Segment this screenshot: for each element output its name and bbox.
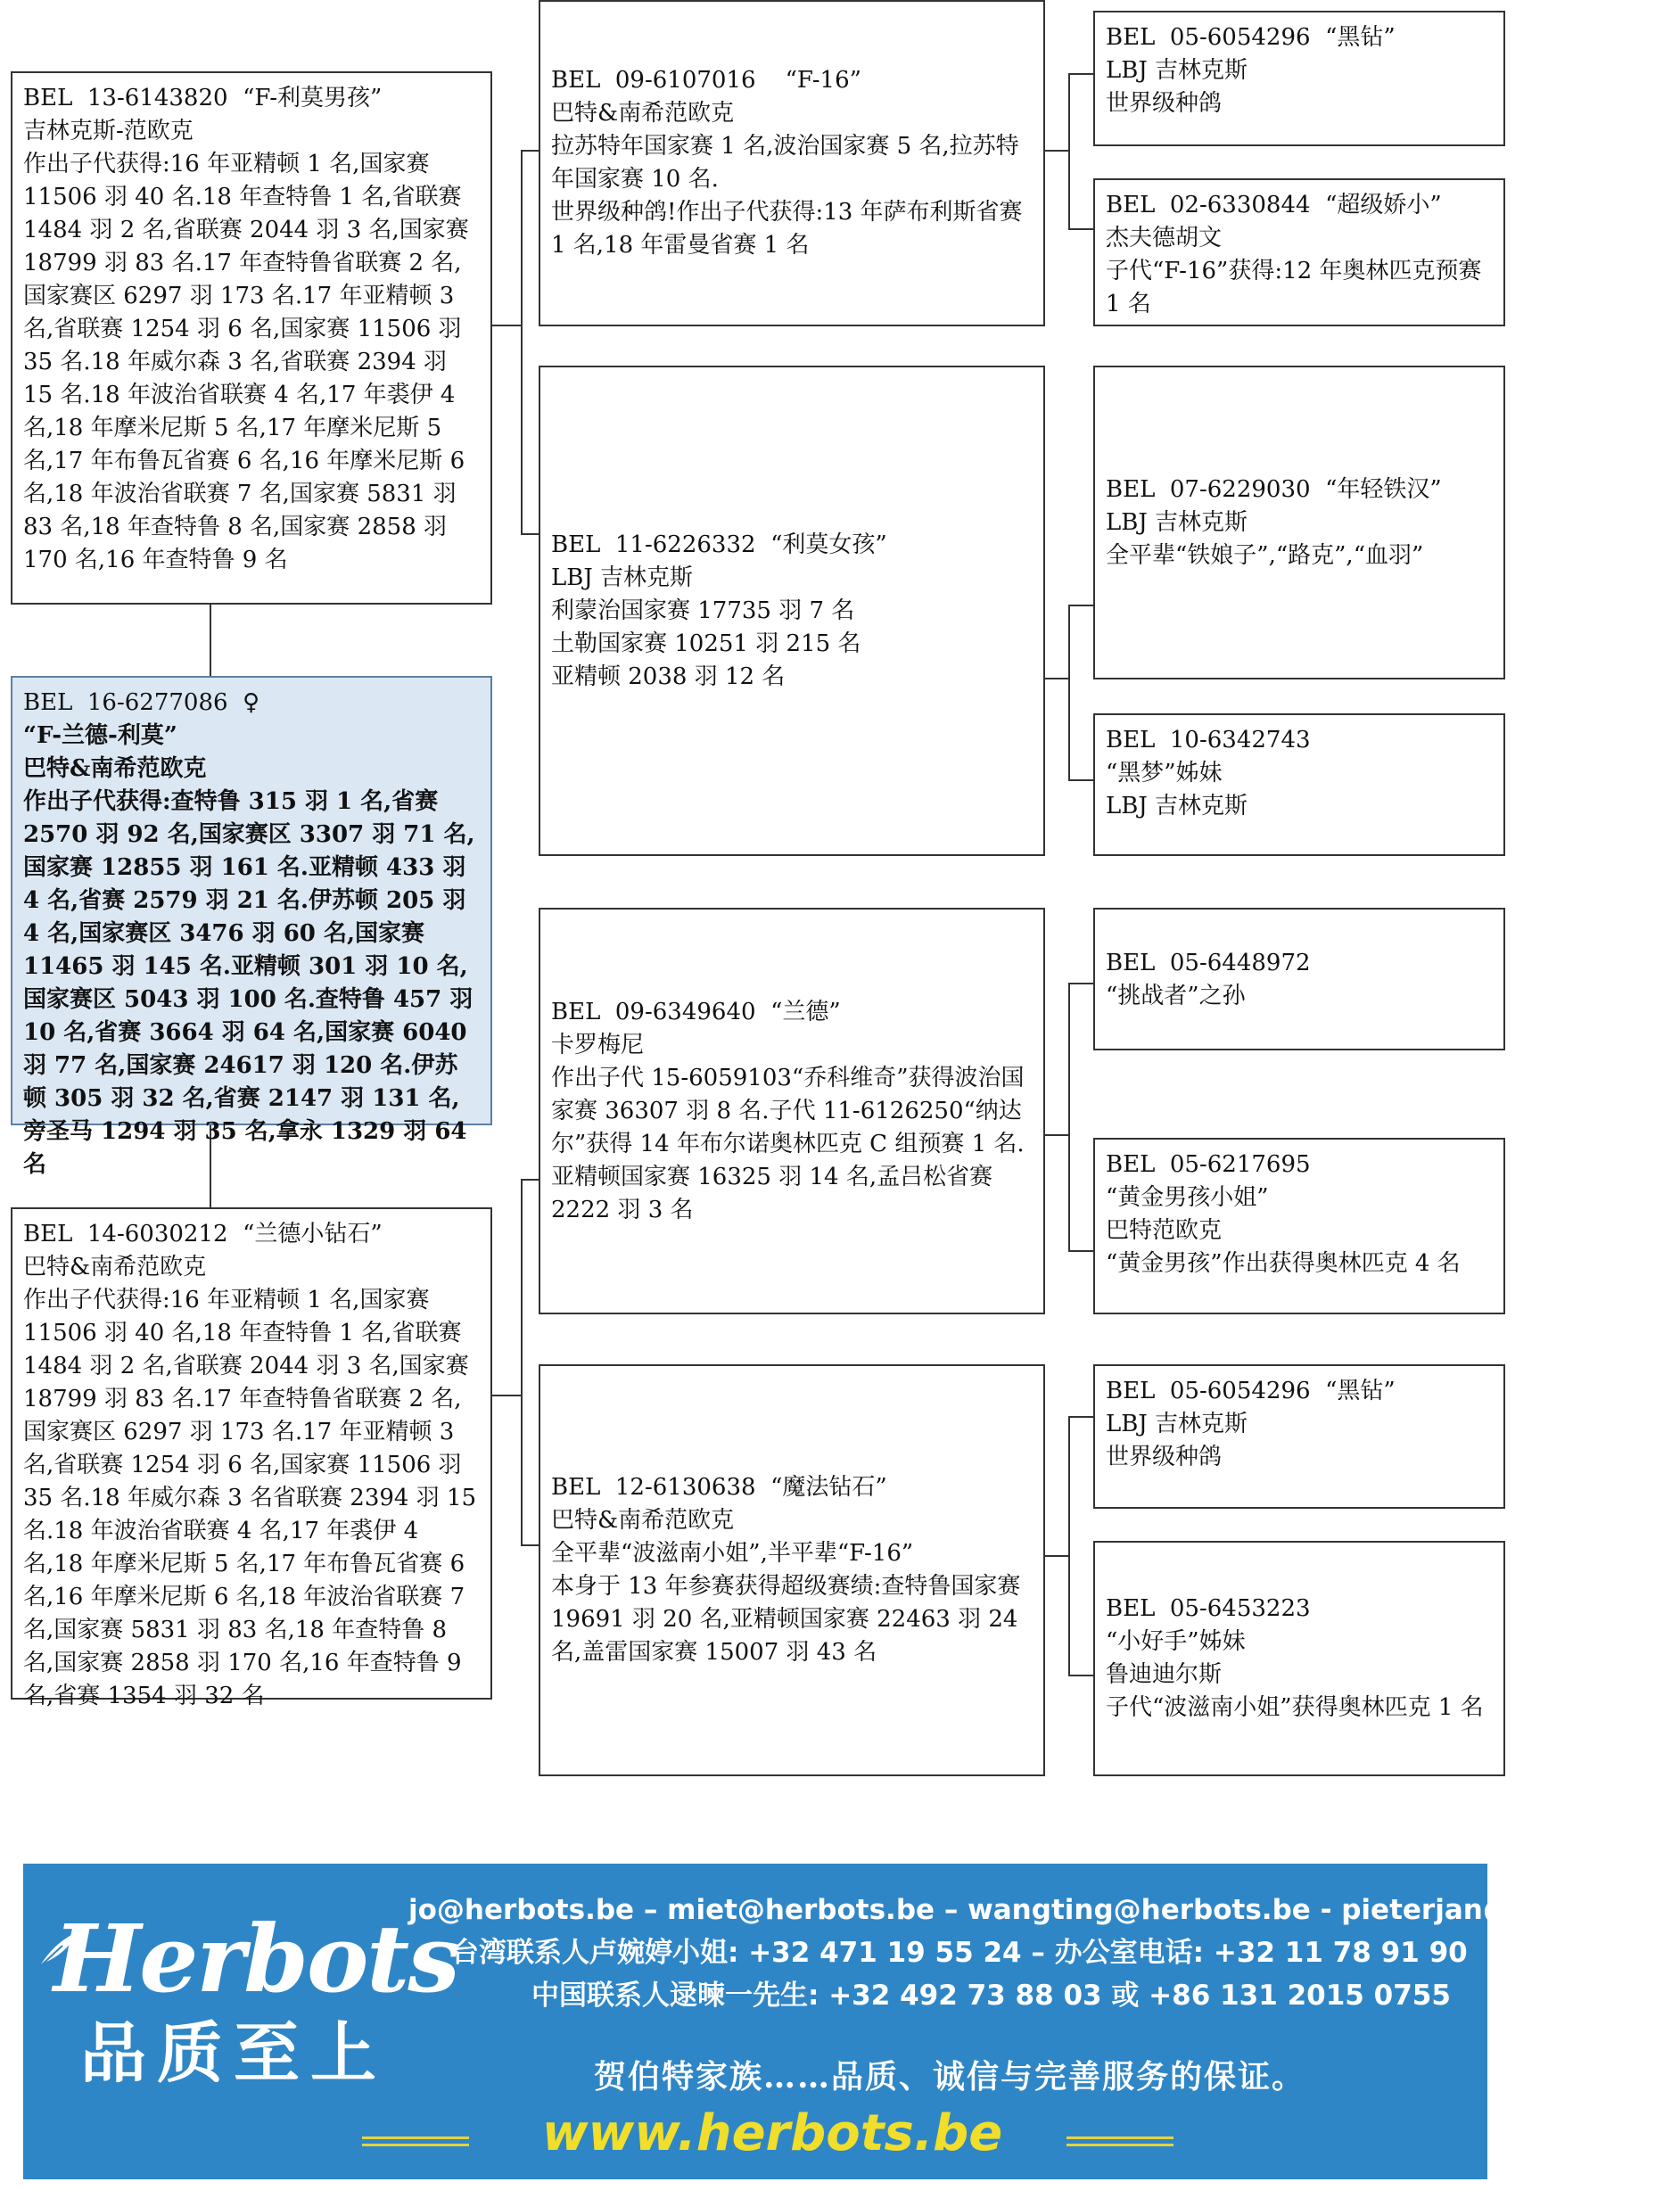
great-grandparent-ring: BEL 05-6054296 “黑钻” xyxy=(1106,24,1396,51)
grandparent-info: 本身于 13 年参赛获得超级赛绩:查特鲁国家赛 19691 羽 20 名,亚精顿国家赛 22463 羽 24 名,盖雷国家赛 15007 羽 43 名 xyxy=(551,1573,1028,1666)
great-grandparent-detail: “黄金男孩小姐” xyxy=(1106,1184,1269,1211)
grandparent-card xyxy=(539,366,1045,856)
grandparent-card xyxy=(539,0,1045,326)
great-grandparent-detail: LBJ 吉林克斯 xyxy=(1106,57,1248,84)
great-grandparent-detail: “小好手”姊妹 xyxy=(1106,1628,1246,1655)
connector xyxy=(521,1179,539,1181)
grandparent-result: 土勒国家赛 10251 羽 215 名 xyxy=(551,630,861,657)
great-grandparent-detail: LBJ 吉林克斯 xyxy=(1106,1411,1248,1437)
connector xyxy=(1068,605,1093,606)
sire-ring: BEL 13-6143820 “F-利莫男孩” xyxy=(23,85,383,111)
grandparent-result: 利蒙治国家赛 17735 羽 7 名 xyxy=(551,597,855,624)
brand-logo: Herbots xyxy=(54,1904,458,2013)
connector xyxy=(1045,1134,1068,1136)
connector xyxy=(1068,73,1070,228)
connector xyxy=(521,1179,523,1544)
great-grandparent-card xyxy=(1093,1364,1505,1509)
grandparent-breeder: 卡罗梅尼 xyxy=(551,1031,645,1058)
subject-ring: BEL 16-6277086 ♀ xyxy=(23,689,260,716)
grandparent-result: 亚精顿 2038 羽 12 名 xyxy=(551,663,786,690)
sire-card xyxy=(11,71,492,605)
great-grandparent-card xyxy=(1093,11,1505,146)
connector xyxy=(521,150,523,533)
great-grandparent-detail: LBJ 吉林克斯 xyxy=(1106,508,1248,536)
great-grandparent-card xyxy=(1093,178,1505,326)
brand-slogan: 贺伯特家族……品质、诚信与完善服务的保证。 xyxy=(594,2058,1306,2095)
great-grandparent-detail: “挑战者”之孙 xyxy=(1106,983,1246,1009)
grandparent-card xyxy=(539,908,1045,1314)
great-grandparent-card xyxy=(1093,713,1505,856)
connector xyxy=(1068,605,1070,779)
great-grandparent-card xyxy=(1093,1541,1505,1776)
great-grandparent-detail: “黑梦”姊妹 xyxy=(1106,760,1223,786)
great-grandparent-ring: BEL 10-6342743 xyxy=(1106,727,1311,753)
grandparent-breeder: 巴特&南希范欧克 xyxy=(551,1507,735,1534)
subject-breeder: 巴特&南希范欧克 xyxy=(23,755,207,782)
connector xyxy=(1068,983,1093,984)
connector xyxy=(210,605,211,676)
website-link[interactable]: www.herbots.be xyxy=(541,2104,1003,2162)
great-grandparent-detail: 世界级种鸽 xyxy=(1106,1444,1223,1470)
china-contact: 中国联系人逯暕一先生: +32 492 73 88 03 或 +86 131 2015 0755 xyxy=(531,1980,1451,2012)
email-list[interactable]: jo@herbots.be – miet@herbots.be – wangting@herbots.be - pieterjan@herbots.be xyxy=(408,1894,1680,1926)
taiwan-contact: 台湾联系人卢婉婷小姐: +32 471 19 55 24 – 办公室电话: +32 11 78 91 90 xyxy=(451,1937,1468,1969)
great-grandparent-detail: 巴特范欧克 xyxy=(1106,1217,1223,1244)
connector xyxy=(1068,1250,1093,1252)
divider xyxy=(1066,2136,1174,2139)
connector xyxy=(1045,150,1068,152)
great-grandparent-ring: BEL 05-6217695 xyxy=(1106,1151,1311,1178)
connector xyxy=(521,533,539,535)
connector xyxy=(1068,228,1093,230)
grandparent-info: 全平辈“波滋南小姐”,半平辈“F-16” xyxy=(551,1540,914,1567)
connector xyxy=(1068,1416,1093,1418)
great-grandparent-ring: BEL 05-6448972 xyxy=(1106,950,1311,976)
grandparent-breeder: LBJ 吉林克斯 xyxy=(551,564,694,591)
brand-motto: 品质至上 xyxy=(80,2015,387,2092)
great-grandparent-detail: 全平辈“铁娘子”,“路克”,“血羽” xyxy=(1106,541,1424,569)
grandparent-info: 作出子代 15-6059103“乔科维奇”获得波治国家赛 36307 羽 8 名.子代 11-6126250“纳达尔”获得 14 年布尔诺奥林匹克 C 组预赛 1 名.亚精顿国家赛 16325 羽 14 名,孟吕松省赛 2222 羽 3 名 xyxy=(551,1064,1025,1223)
connector xyxy=(1045,678,1068,679)
great-grandparent-detail: “黄金男孩”作出获得奥林匹克 4 名 xyxy=(1106,1250,1461,1277)
great-grandparent-detail: 杰夫德胡文 xyxy=(1106,225,1223,251)
sire-info: 作出子代获得:16 年亚精顿 1 名,国家赛 11506 羽 40 名.18 年查特鲁 1 名,省联赛 1484 羽 2 名,省联赛 2044 羽 3 名,国家赛 18799 羽 83 名.17 年查特鲁省联赛 2 名,国家赛区 6297 羽 173 名.17 年亚精顿 3 名,省联赛 1254 羽 6 名,国家赛 11506 羽 35 名.18 年威尔森 3 名,省联赛 2394 羽 15 名.18 年波治省联赛 4 名,17 年裘伊 4 名,18 年摩米尼斯 5 名,17 年摩米尼斯 5 名,17 年布鲁瓦省赛 6 名,16 年摩米尼斯 6 名,18 年波治省联赛 7 名,国家赛 5831 羽 83 名,18 年查特鲁 8 名,国家赛 2858 羽 170 名,16 年查特鲁 9 名 xyxy=(23,151,477,573)
dam-info: 作出子代获得:16 年亚精顿 1 名,国家赛 11506 羽 40 名,18 年查特鲁 1 名,省联赛 1484 羽 2 名,省联赛 2044 羽 3 名,国家赛 18799 羽 83 名.17 年查特鲁省联赛 2 名,国家赛区 6297 羽 173 名.17 年亚精顿 3 名,省联赛 1254 羽 6 名,国家赛 11506 羽 35 名.18 年威尔森 3 名省联赛 2394 羽 15 名.18 年波治省联赛 4 名,17 年裘伊 4 名,18 年摩米尼斯 5 名,17 年布鲁瓦省赛 6 名,16 年摩米尼斯 6 名,18 年波治省联赛 7 名,国家赛 5831 羽 83 名,18 年查特鲁 8 名,国家赛 2858 羽 170 名,16 年查特鲁 9 名,省赛 1354 羽 32 名 xyxy=(23,1287,484,1709)
divider xyxy=(362,2136,469,2139)
great-grandparent-ring: BEL 02-6330844 “超级娇小” xyxy=(1106,192,1442,218)
grandparent-ring: BEL 09-6349640 “兰德” xyxy=(551,998,841,1025)
grandparent-ring: BEL 12-6130638 “魔法钻石” xyxy=(551,1474,887,1501)
grandparent-breeder: 巴特&南希范欧克 xyxy=(551,100,735,127)
great-grandparent-ring: BEL 05-6054296 “黑钻” xyxy=(1106,1378,1396,1404)
connector xyxy=(521,150,539,152)
connector xyxy=(1068,779,1093,781)
sire-breeder: 吉林克斯-范欧克 xyxy=(23,118,194,144)
connector xyxy=(492,1395,521,1396)
grandparent-ring: BEL 09-6107016 “F-16” xyxy=(551,67,861,94)
great-grandparent-ring: BEL 07-6229030 “年轻铁汉” xyxy=(1106,475,1442,503)
grandparent-ring: BEL 11-6226332 “利莫女孩” xyxy=(551,531,887,558)
great-grandparent-ring: BEL 05-6453223 xyxy=(1106,1595,1311,1622)
great-grandparent-card xyxy=(1093,908,1505,1050)
grandparent-card xyxy=(539,1364,1045,1776)
connector xyxy=(1045,1555,1068,1557)
grandparent-info: 拉苏特年国家赛 1 名,波治国家赛 5 名,拉苏特年国家赛 10 名. xyxy=(551,133,1019,193)
great-grandparent-card xyxy=(1093,366,1505,679)
great-grandparent-detail: LBJ 吉林克斯 xyxy=(1106,793,1248,819)
connector xyxy=(1068,1675,1093,1676)
divider xyxy=(1066,2144,1174,2146)
subject-info: 作出子代获得:查特鲁 315 羽 1 名,省赛 2570 羽 92 名,国家赛区 3307 羽 71 名,国家赛 12855 羽 161 名.亚精顿 433 羽 4 名,省赛 2579 羽 21 名.伊苏顿 205 羽 4 名,国家赛区 3476 羽 60 名,国家赛 11465 羽 145 名.亚精顿 301 羽 10 名,国家赛区 5043 羽 100 名.查特鲁 457 羽 10 名,省赛 3664 羽 64 名,国家赛 6040 羽 77 名,国家赛 24617 羽 120 名.伊苏顿 305 羽 32 名,省赛 2147 羽 131 名,旁圣马 1294 羽 35 名,拿永 1329 羽 64 名 xyxy=(23,788,482,1178)
connector xyxy=(1068,983,1070,1250)
connector xyxy=(1068,73,1093,75)
subject-name: “F-兰德-利莫” xyxy=(23,722,177,749)
dam-ring: BEL 14-6030212 “兰德小钻石” xyxy=(23,1221,383,1247)
dam-card xyxy=(11,1207,492,1709)
grandparent-info: 世界级种鸽!作出子代获得:13 年萨布利斯省赛 1 名,18 年雷曼省赛 1 名 xyxy=(551,199,1030,259)
great-grandparent-detail: 子代“F-16”获得:12 年奥林匹克预赛 1 名 xyxy=(1106,258,1489,317)
contact-block xyxy=(408,1889,1680,2017)
great-grandparent-detail: 世界级种鸽 xyxy=(1106,90,1223,117)
great-grandparent-card xyxy=(1093,1138,1505,1314)
connector xyxy=(492,325,521,326)
dam-breeder: 巴特&南希范欧克 xyxy=(23,1254,207,1280)
divider xyxy=(362,2144,469,2146)
herbots-banner xyxy=(23,1864,1680,2179)
subject-card xyxy=(11,676,492,1178)
connector xyxy=(521,1544,539,1546)
connector xyxy=(1068,1416,1070,1675)
great-grandparent-detail: 鲁迪迪尔斯 xyxy=(1106,1661,1223,1688)
great-grandparent-detail: 子代“波滋南小姐”获得奥林匹克 1 名 xyxy=(1106,1694,1484,1721)
